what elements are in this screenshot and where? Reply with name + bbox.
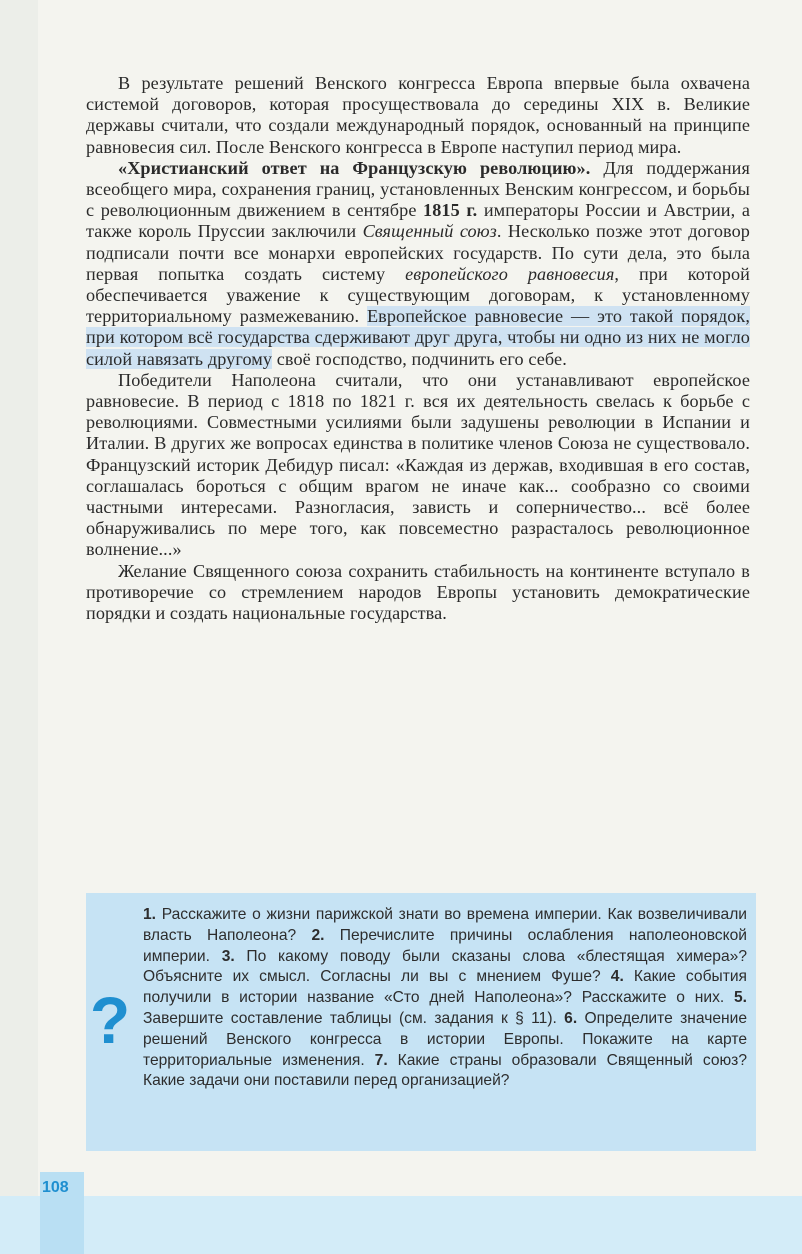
question-number: 6. xyxy=(564,1009,578,1027)
paragraph-2-text-e: своё господство, подчинить его себе. xyxy=(272,348,567,369)
section-heading: «Христианский ответ на Французскую революцию». xyxy=(118,157,591,178)
year-term: 1815 г. xyxy=(423,200,478,221)
page-number: 108 xyxy=(42,1179,69,1196)
main-text xyxy=(86,73,750,624)
question-number: 2. xyxy=(311,926,325,944)
bottom-band xyxy=(0,1196,802,1254)
question-text: Какие события получили в истории название «Сто дней Наполеона»? Расскажите о них. xyxy=(143,968,748,1007)
paragraph-2-text-b: императоры России и Австрии, а также король Пруссии заключили xyxy=(86,200,750,242)
paragraph-2-text-c: . Несколько позже этот договор подписали почти все монархи европейских государств. По сути дела, это была первая попытка создать систему xyxy=(86,221,750,284)
paragraph-1: В результате решений Венского конгресса Европа впервые была охвачена системой договоров, которая просуществовала до середины XIX в. Великие державы считали, что создали международный порядок, основанный на принципе равновесия сил. После Венского конгресса в Европе наступил период мира. xyxy=(86,73,750,157)
question-text: Какие страны образовали Священный союз? Какие задачи они поставили перед организацией? xyxy=(143,1051,748,1090)
term-holy-alliance: Священный союз xyxy=(362,221,497,242)
paragraph-2-text-d: , при которой обеспечивается уважение к существующим договорам, к установленному территориальному размежеванию. xyxy=(86,263,750,327)
question-number: 4. xyxy=(610,968,624,986)
page-margin xyxy=(0,0,38,1254)
question-number: 1. xyxy=(143,906,157,923)
question-number: 5. xyxy=(733,989,747,1007)
question-mark-icon: ? xyxy=(89,983,131,1057)
highlighted-definition: Европейское равновесие — это такой порядок, при котором всё государства сдерживают друг друга, чтобы ни одно из них не могло силой навязать другому xyxy=(86,306,750,369)
question-text: Перечислите причины ослабления наполеоновской империи. xyxy=(143,926,747,965)
question-text: Определите значение решений Венского конгресса в истории Европы. Покажите на карте территориальные изменения. xyxy=(143,1009,747,1069)
question-text: Расскажите о жизни парижской знати во времена империи. Как возвеличивали власть Наполеона? xyxy=(143,906,747,944)
paragraph-3: Победители Наполеона считали, что они устанавливают европейское равновесие. В период с 1818 по 1821 г. вся их деятельность свелась к борьбе с революциями. Совместными усилиями были задушены революции в Испании и Италии. В других же вопросах единства в политике членов Союза не существовало. Французский историк Дебидур писал: «Каждая из держав, входившая в его состав, соглашалась бороться с общим врагом не иначе как... сообразно со своими частными интересами. Разногласия, зависть и соперничество... всё более обнаруживались по мере того, как повсеместно разрасталось революционное волнение...» xyxy=(86,369,750,560)
paragraph-2-text-a: Для поддержания всеобщего мира, сохранения границ, установленных Венским конгрессом, и борьбы с революционным движением в сентябре xyxy=(86,157,750,221)
question-number: 7. xyxy=(374,1051,388,1069)
paragraph-4: Желание Священного союза сохранить стабильность на континенте вступало в противоречие со стремлением народов Европы установить демократические порядки и создать национальные государства. xyxy=(86,560,750,624)
term-european-balance: европейского равновесия xyxy=(405,263,615,284)
paragraph-2 xyxy=(86,158,750,370)
question-text: По какому поводу были сказаны слова «блестящая химера»? Объясните их смысл. Согласны ли вы с мнением Фуше? xyxy=(143,947,747,986)
question-text: Завершите составление таблицы (см. задания к § 11). xyxy=(143,1009,565,1027)
questions-list xyxy=(143,905,747,1092)
question-number: 3. xyxy=(221,947,235,965)
